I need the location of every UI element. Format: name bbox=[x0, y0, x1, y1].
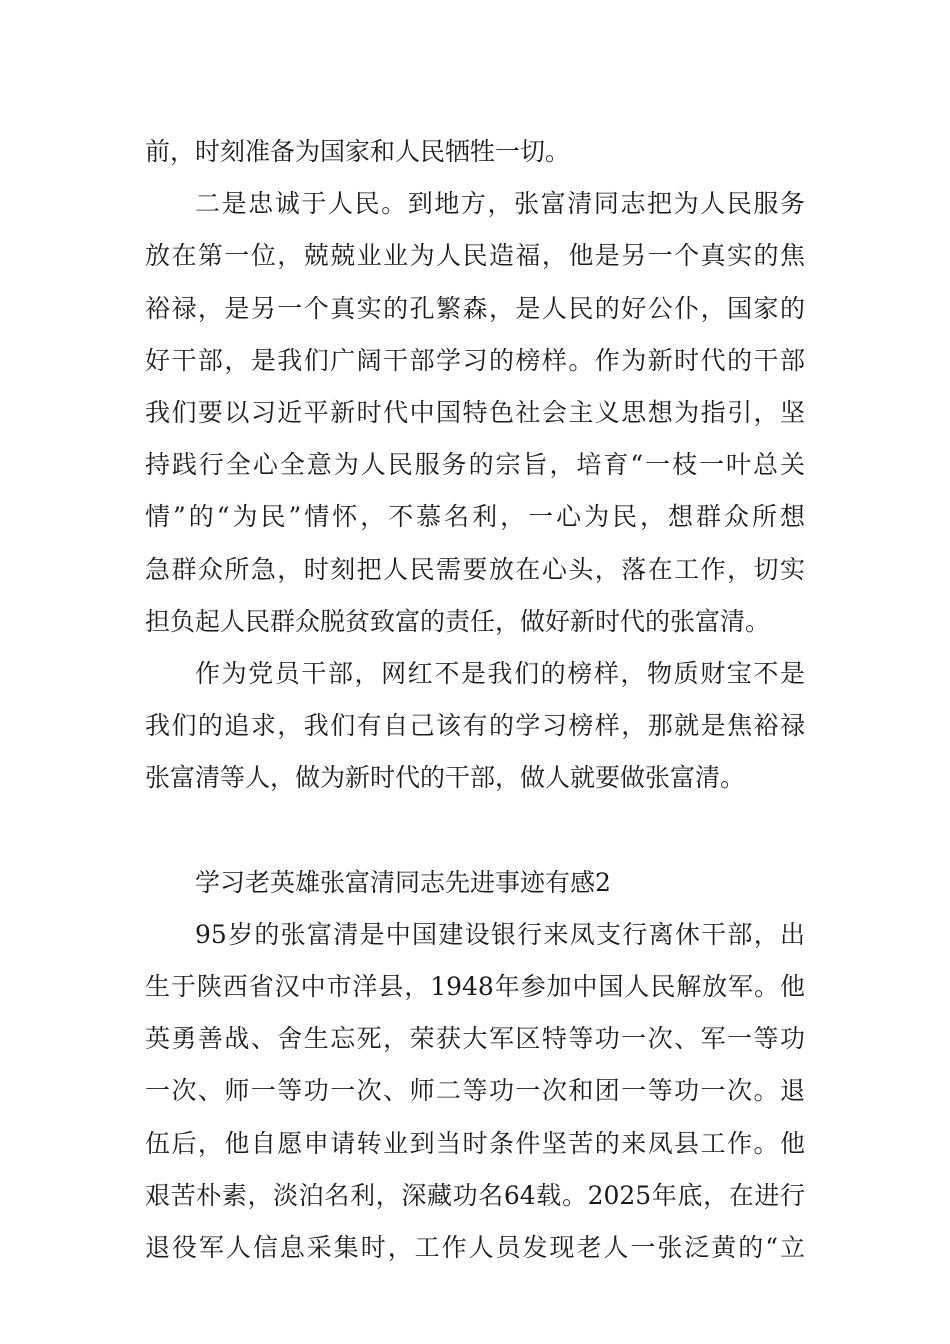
paragraph-role-model bbox=[145, 648, 805, 805]
text-line: 持践行全心全意为人民服务的宗旨，培育“一枝一叶总关 bbox=[145, 450, 805, 480]
section-heading: 学习老英雄张富清同志先进事迹有感2 bbox=[195, 867, 611, 897]
text-line: 伍后，他自愿申请转业到当时条件坚苦的来凤县工作。他 bbox=[145, 1128, 805, 1158]
text-line: 张富清等人，做为新时代的干部，做人就要做张富清。 bbox=[145, 763, 746, 793]
paragraph-continued bbox=[145, 126, 805, 178]
text-line: 急群众所急，时刻把人民需要放在心头，落在工作，切实 bbox=[145, 554, 805, 584]
text-line: 放在第一位，兢兢业业为人民造福，他是另一个真实的焦 bbox=[145, 241, 805, 271]
blank-line bbox=[145, 804, 805, 856]
text-line: 艰苦朴素，淡泊名利，深藏功名64载。2025年底，在进行 bbox=[145, 1180, 805, 1210]
text-line: 担负起人民群众脱贫致富的责任，做好新时代的张富清。 bbox=[145, 606, 771, 636]
text-line: 裕禄，是另一个真实的孔繁森，是人民的好公仆，国家的 bbox=[145, 293, 805, 323]
paragraph-loyal-to-people bbox=[145, 178, 805, 648]
text-line: 作为党员干部，网红不是我们的榜样，物质财宝不是 bbox=[195, 658, 805, 688]
text-line: 退役军人信息采集时，工作人员发现老人一张泛黄的“立 bbox=[145, 1232, 805, 1262]
text-line: 好干部，是我们广阔干部学习的榜样。作为新时代的干部 bbox=[145, 345, 805, 375]
text-line: 生于陕西省汉中市洋县，1948年参加中国人民解放军。他 bbox=[145, 972, 805, 1001]
text-line: 情”的“为民”情怀，不慕名利，一心为民，想群众所想 bbox=[145, 502, 805, 532]
text-line: 前，时刻准备为国家和人民牺牲一切。 bbox=[145, 137, 571, 166]
text-line: 二是忠诚于人民。到地方，张富清同志把为人民服务 bbox=[195, 189, 805, 219]
text-line: 95岁的张富清是中国建设银行来凤支行离休干部，出 bbox=[195, 919, 805, 949]
text-line: 我们的追求，我们有自己该有的学习榜样，那就是焦裕禄 bbox=[145, 711, 805, 741]
text-line: 我们要以习近平新时代中国特色社会主义思想为指引，坚 bbox=[145, 397, 805, 427]
text-line: 一次、师一等功一次、师二等功一次和团一等功一次。退 bbox=[145, 1076, 805, 1106]
text-line: 英勇善战、舍生忘死，荣获大军区特等功一次、军一等功 bbox=[145, 1024, 805, 1054]
paragraph-biography bbox=[145, 909, 805, 1274]
document-body bbox=[145, 126, 805, 1274]
